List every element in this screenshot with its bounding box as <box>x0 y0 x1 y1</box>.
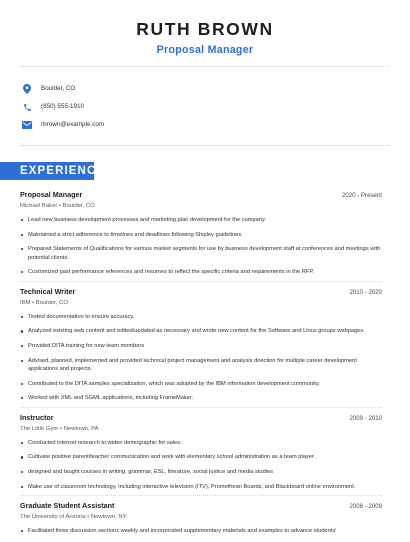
resume-header <box>0 0 410 57</box>
job-entry <box>20 413 382 491</box>
phone-icon <box>20 100 34 114</box>
job-bullet-list <box>20 216 382 277</box>
job-header <box>20 190 382 200</box>
job-divider <box>20 407 382 408</box>
job-bullet: Provided DITA training for new team members <box>20 342 382 350</box>
job-header <box>20 413 382 423</box>
job-bullet-list <box>20 313 382 403</box>
location-text: Boulder, CO <box>41 85 76 92</box>
job-title: Graduate Student Assistant <box>20 501 115 511</box>
candidate-name: RUTH BROWN <box>136 19 274 39</box>
job-company: The Little Gym • Newtown, PA <box>20 425 99 432</box>
job-title: Technical Writer <box>20 286 76 296</box>
experience-section-heading: EXPERIENCE <box>0 162 94 180</box>
candidate-title: Proposal Manager <box>156 44 254 56</box>
experience-list <box>20 190 382 542</box>
job-bullet: Maintained a strict adherence to timelines and deadlines following Shipley guidelines. <box>20 231 382 239</box>
job-dates: 2009 - 2010 <box>349 414 382 422</box>
job-entry <box>20 190 382 277</box>
job-company: IBM • Boulder, CO <box>20 299 68 306</box>
job-bullet-list <box>20 527 382 535</box>
job-entry <box>20 287 382 403</box>
job-bullet-list <box>20 439 382 491</box>
job-header <box>20 287 382 297</box>
envelope-icon <box>20 118 34 132</box>
job-company: Michael Baker • Boulder, CO <box>20 203 95 209</box>
job-bullet: Worked with XML and SGML applications, including FrameMaker. <box>20 394 382 402</box>
email-text[interactable]: rbrown@example.com <box>41 121 105 128</box>
job-bullet: Make use of classroom technology, including interactive television (ITV), Promethean Boards, and Blackboard online environment. <box>20 483 382 491</box>
job-title: Proposal Manager <box>20 190 83 199</box>
job-dates: 2008 - 2009 <box>349 503 382 511</box>
job-bullet: designed and taught courses in writing, grammar, ESL, literature, social justice and media studies <box>20 468 382 476</box>
job-dates: 2010 - 2020 <box>349 288 382 296</box>
job-dates: 2020 - Present <box>342 192 382 199</box>
job-bullet: Prepared Statements of Qualifications for various market segments for use by business development staff at conferences and meetings with potential clients. <box>20 245 382 262</box>
job-bullet: Customized past performance references and resumes to reflect the specific criteria and requirements in the RFP. <box>20 268 382 276</box>
job-divider <box>20 281 382 282</box>
header-divider <box>20 66 390 67</box>
contact-divider <box>20 145 390 146</box>
job-bullet: Lead new business development processes and marketing plan development for the company. <box>20 216 382 224</box>
job-entry <box>20 501 382 535</box>
job-bullet: Advised, planned, implemented and provided technical project management and analysis direction for multiple career development applications and projects. <box>20 357 382 374</box>
job-bullet: Cultivate positive parent/teacher communication and work with elementary school administration as a team player. <box>20 453 382 461</box>
job-bullet: Analyzed existing web content and edited/updated as necessary and wrote new content for the Software and Linux groups webpages. <box>20 327 382 335</box>
phone-text: (850) 555-1910 <box>41 103 85 110</box>
contact-location <box>20 82 75 96</box>
job-bullet: Conducted internet research to widen demographic for sales. <box>20 439 382 447</box>
contact-phone <box>20 100 84 114</box>
job-bullet: Facilitated three discussion sections weekly and incorporated supplementary materials and examples to advance students' <box>20 527 382 535</box>
job-bullet: Contributed to the DITA samples specialization, which was adopted by the IBM information development community. <box>20 380 382 388</box>
map-pin-icon <box>20 82 34 96</box>
job-company: The University of Arizona • Newtown, NY <box>20 514 127 521</box>
job-header <box>20 501 382 511</box>
job-divider <box>20 495 382 496</box>
job-bullet: Tested documentation to ensure accuracy. <box>20 313 382 321</box>
contact-email <box>20 118 104 132</box>
job-title: Instructor <box>20 412 54 422</box>
